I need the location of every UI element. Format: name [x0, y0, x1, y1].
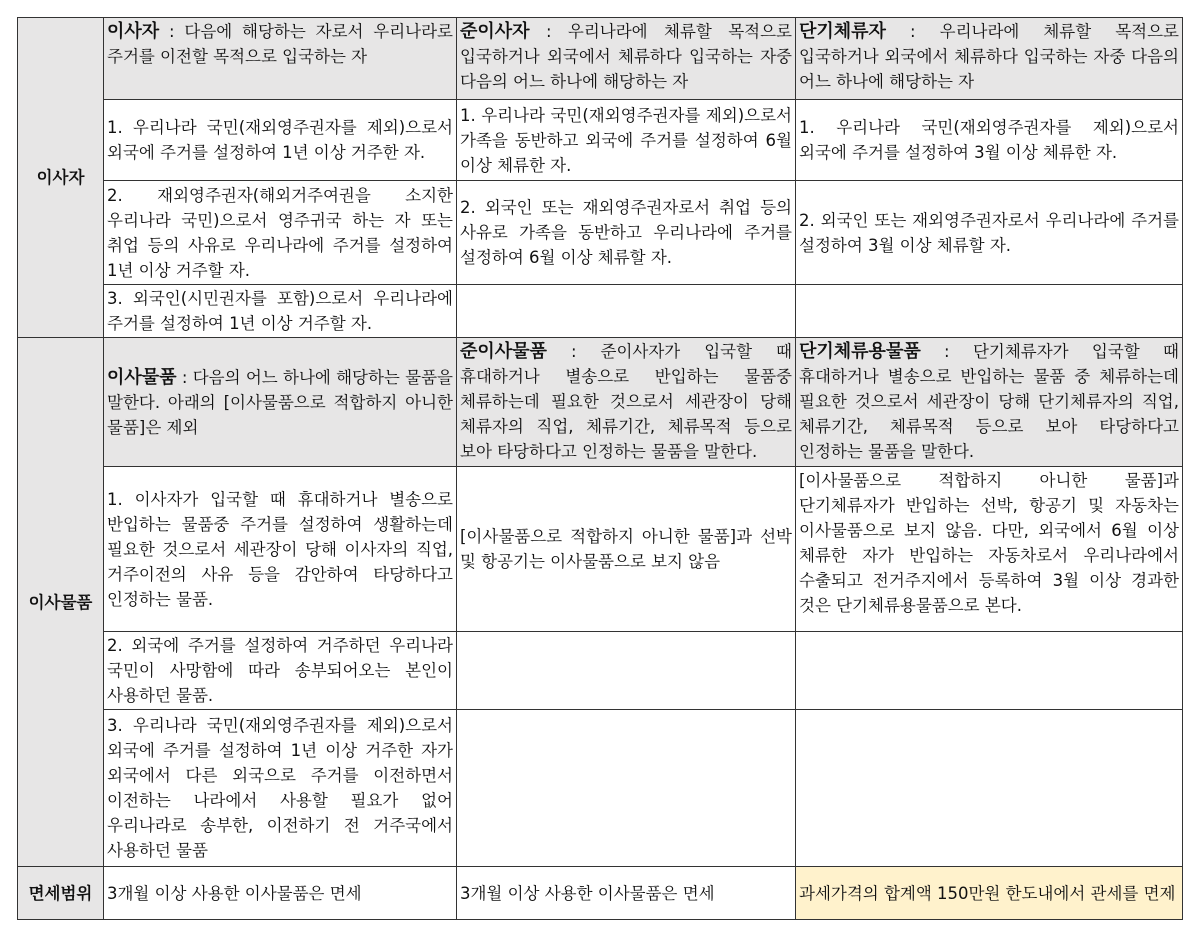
term-short-stay: 단기체류자 [799, 21, 886, 42]
term-separator: : [920, 342, 973, 361]
definition-text: 다음에 해당하는 자로서 우리나라로 주거를 이전할 목적으로 입국하는 자 [107, 22, 453, 66]
table-cell: [이사물품으로 적합하지 아니한 물품]과 선박 및 항공기는 이사물품으로 보지 않음 [457, 467, 796, 632]
term-separator: : [529, 22, 568, 41]
table-cell: 3. 우리나라 국민(재외영주권자를 제외)으로서 외국에 주거를 설정하여 1년 이상 거주한 자가 외국에서 다른 외국으로 주거를 이전하면서 이전하는 나라에서 사용할 필요가 없어 우리나라로 송부한, 이전하기 전 거주국에서 사용하던 물품 [104, 710, 457, 867]
semi-migrant-definition-cell [457, 18, 796, 100]
table-cell: 1. 우리나라 국민(재외영주권자를 제외)으로서 가족을 동반하고 외국에 주거를 설정하여 6월 이상 체류한 자. [457, 100, 796, 181]
table-cell [796, 710, 1183, 867]
table-cell [457, 710, 796, 867]
term-separator: : [159, 22, 185, 41]
table-cell [796, 285, 1183, 338]
table-row [18, 867, 1183, 920]
table-cell: 2. 외국인 또는 재외영주권자로서 취업 등의 사유로 가족을 동반하고 우리나라에 주거를 설정하여 6월 이상 체류할 자. [457, 181, 796, 285]
term-separator: : [546, 342, 601, 361]
table-row [18, 338, 1183, 467]
table-cell [457, 285, 796, 338]
term-semi-migrant: 준이사자 [460, 21, 530, 42]
definition-text: 단기체류자가 입국할 때 휴대하거나 별송으로 반입하는 물품 중 체류하는데 필요한 것으로서 세관장이 당해 단기체류자의 직업, 체류기간, 체류목적 등으로 보아 타당하다고 인정하는 물품을 말한다. [799, 342, 1179, 461]
goods-definition-cell [104, 338, 457, 467]
table-row [18, 467, 1183, 632]
term-migrant: 이사자 [107, 21, 160, 42]
term-goods: 이사물품 [107, 366, 177, 388]
row-label-migrant: 이사자 [18, 18, 104, 338]
comparison-table-sheet [17, 17, 1183, 920]
table-cell: 1. 이사자가 입국할 때 휴대하거나 별송으로 반입하는 물품중 주거를 설정하여 생활하는데 필요한 것으로서 세관장이 당해 이사자의 직업, 거주이전의 사유 등을 감안하여 타당하다고 인정하는 물품. [104, 467, 457, 632]
term-separator: : [885, 22, 940, 41]
table-row [18, 632, 1183, 710]
table-cell: 2. 외국에 주거를 설정하여 거주하던 우리나라 국민이 사망함에 따라 송부되어오는 본인이 사용하던 물품. [104, 632, 457, 710]
table-cell: 2. 재외영주권자(해외거주여권을 소지한 우리나라 국민)으로서 영주귀국 하는 자 또는 취업 등의 사유로 우리나라에 주거를 설정하여 1년 이상 거주할 자. [104, 181, 457, 285]
table-cell: 1. 우리나라 국민(재외영주권자를 제외)으로서 외국에 주거를 설정하여 1년 이상 거주한 자. [104, 100, 457, 181]
table-cell: 3개월 이상 사용한 이사물품은 면세 [104, 867, 457, 920]
semi-goods-definition-cell [457, 338, 796, 467]
table-cell: 2. 외국인 또는 재외영주권자로서 우리나라에 주거를 설정하여 3월 이상 체류할 자. [796, 181, 1183, 285]
row-label-exemption: 면세범위 [18, 867, 104, 920]
highlighted-exemption-cell: 과세가격의 합계액 150만원 한도내에서 관세를 면제 [796, 867, 1183, 920]
table-row [18, 100, 1183, 181]
definition-text: 우리나라에 체류할 목적으로 입국하거나 외국에서 체류하다 입국하는 자중 다음의 어느 하나에 해당하는 자 [460, 22, 792, 91]
table-cell: 3개월 이상 사용한 이사물품은 면세 [457, 867, 796, 920]
definition-text: 우리나라에 체류할 목적으로 입국하거나 외국에서 체류하다 입국하는 자중 다음의 어느 하나에 해당하는 자 [799, 22, 1179, 91]
table-cell: [이사물품으로 적합하지 아니한 물품]과 단기체류자가 반입하는 선박, 항공기 및 자동차는 이사물품으로 보지 않음. 다만, 외국에서 6월 이상 체류한 자가 반입하는 자동차로서 우리나라에서 수출되고 전거주지에서 등록하여 3월 이상 경과한 것은 단기체류용물품으로 본다. [796, 467, 1183, 632]
table-row [18, 285, 1183, 338]
short-stay-definition-cell [796, 18, 1183, 100]
table-row [18, 181, 1183, 285]
table-cell [457, 632, 796, 710]
short-stay-goods-definition-cell [796, 338, 1183, 467]
table-cell: 3. 외국인(시민권자를 포함)으로서 우리나라에 주거를 설정하여 1년 이상 거주할 자. [104, 285, 457, 338]
migrant-definition-cell [104, 18, 457, 100]
table-cell: 1. 우리나라 국민(재외영주권자를 제외)으로서 외국에 주거를 설정하여 3월 이상 체류한 자. [796, 100, 1183, 181]
term-semi-goods: 준이사물품 [460, 341, 547, 362]
table-row [18, 18, 1183, 100]
row-label-goods: 이사물품 [18, 338, 104, 867]
definition-text: 준이사자가 입국할 때 휴대하거나 별송으로 반입하는 물품중 체류하는데 필요한 것으로서 세관장이 당해 체류자의 직업, 체류기간, 체류목적 등으로 보아 타당하다고 인정하는 물품을 말한다. [460, 342, 792, 461]
relocation-comparison-table [17, 17, 1183, 920]
table-cell [796, 632, 1183, 710]
definition-text: 다음의 어느 하나에 해당하는 물품을 말한다. 아래의 [이사물품으로 적합하지 아니한 물품]은 제외 [107, 367, 453, 437]
term-separator: : [176, 367, 193, 387]
table-row [18, 710, 1183, 867]
term-short-stay-goods: 단기체류용물품 [799, 341, 921, 362]
